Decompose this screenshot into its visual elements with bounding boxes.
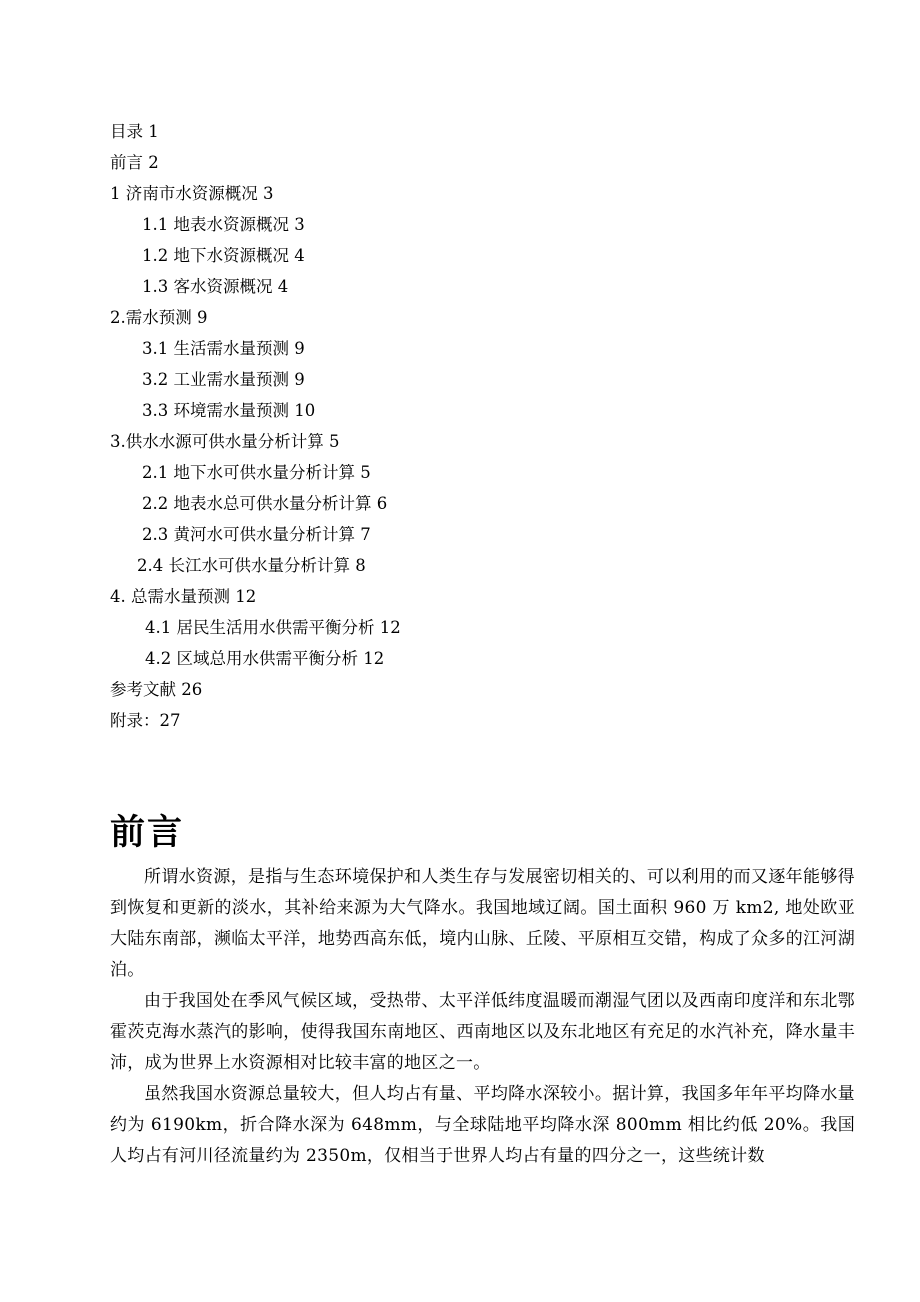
toc-entry[interactable]: 3.供水水源可供水量分析计算 5	[110, 432, 340, 451]
toc-subentry[interactable]: 2.4 长江水可供水量分析计算 8	[137, 556, 366, 575]
toc-subentry[interactable]: 2.3 黄河水可供水量分析计算 7	[142, 525, 371, 544]
toc-entry[interactable]: 目录 1	[110, 122, 159, 141]
toc-entry[interactable]: 附录：27	[110, 711, 181, 730]
toc-entry[interactable]: 参考文献 26	[110, 680, 203, 699]
toc-entry[interactable]: 2.需水预测 9	[110, 308, 208, 327]
body-paragraph: 由于我国处在季风气候区域，受热带、太平洋低纬度温暖而潮湿气团以及西南印度洋和东北鄂霍茨克海水蒸汽的影响，使得我国东南地区、西南地区以及东北地区有充足的水汽补充，降水量丰沛，成为世界上水资源相对比较丰富的地区之一。	[110, 991, 855, 1073]
toc-subentry[interactable]: 3.1 生活需水量预测 9	[142, 339, 305, 358]
body-paragraph: 所谓水资源，是指与生态环境保护和人类生存与发展密切相关的、可以利用的而又逐年能够得到恢复和更新的淡水，其补给来源为大气降水。我国地域辽阔。国土面积 960 万 km2, 地处欧亚大陆东南部，濒临太平洋，地势西高东低，境内山脉、丘陵、平原相互交错，构成了众多的江河湖泊。	[110, 867, 855, 980]
toc-subentry[interactable]: 1.3 客水资源概况 4	[142, 277, 289, 296]
toc-subentry[interactable]: 4.1 居民生活用水供需平衡分析 12	[145, 618, 401, 637]
toc-subentry[interactable]: 1.2 地下水资源概况 4	[142, 246, 305, 265]
table-of-contents	[110, 116, 810, 736]
toc-subentry[interactable]: 4.2 区域总用水供需平衡分析 12	[145, 649, 385, 668]
body-paragraph: 虽然我国水资源总量较大，但人均占有量、平均降水深较小。据计算，我国多年年平均降水量约为 6190km，折合降水深为 648mm，与全球陆地平均降水深 800mm 相比约低 20%。我国人均占有河川径流量约为 2350m，仅相当于世界人均占有量的四分之一，这些统计数	[110, 1084, 855, 1166]
toc-subentry[interactable]: 3.3 环境需水量预测 10	[142, 401, 316, 420]
toc-entry[interactable]: 前言 2	[110, 153, 159, 172]
section-heading: 前言	[110, 812, 185, 854]
toc-entry[interactable]: 4. 总需水量预测 12	[110, 587, 257, 606]
toc-entry[interactable]: 1 济南市水资源概况 3	[110, 184, 274, 203]
section-body	[110, 862, 855, 1172]
toc-subentry[interactable]: 2.2 地表水总可供水量分析计算 6	[142, 494, 388, 513]
toc-subentry[interactable]: 1.1 地表水资源概况 3	[142, 215, 305, 234]
toc-subentry[interactable]: 2.1 地下水可供水量分析计算 5	[142, 463, 371, 482]
toc-subentry[interactable]: 3.2 工业需水量预测 9	[142, 370, 305, 389]
